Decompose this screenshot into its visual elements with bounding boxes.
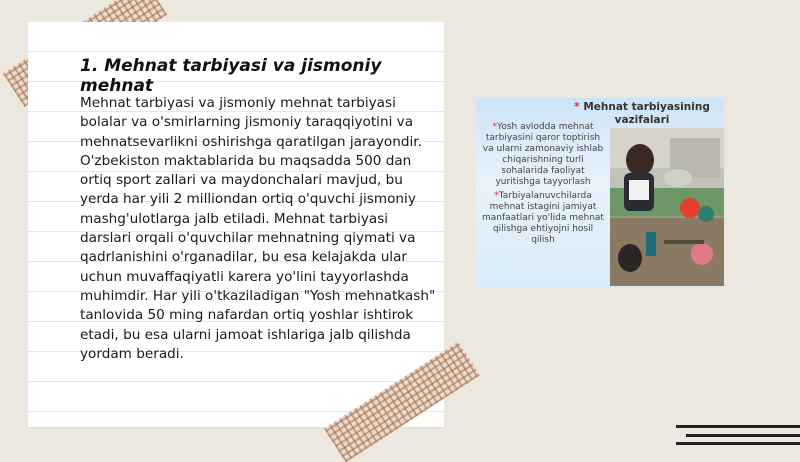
slide-points bbox=[480, 122, 606, 248]
slide-title-bullet: * bbox=[574, 101, 580, 113]
slide-image bbox=[476, 98, 724, 288]
section-heading: 1. Mehnat tarbiyasi va jismoniy mehnat bbox=[80, 56, 382, 96]
slide-point-text: Yosh avlodda mehnat tarbiyasini qaror toptirish va ularni zamonaviy ishlab chiqarishning turli sohalarida faoliyat yuritishga tayyorlash bbox=[482, 122, 604, 188]
photo-illustration bbox=[610, 128, 724, 286]
decorative-line bbox=[686, 434, 800, 437]
decorative-line bbox=[676, 425, 800, 428]
point-bullet: * bbox=[494, 190, 499, 201]
slide-point bbox=[480, 191, 606, 246]
children-working-photo bbox=[610, 128, 724, 286]
slide-point-text: Tarbiyalanuvchilarda mehnat istagini jamiyat manfaatlari yo'lida mehnat qilishga ehtiyojni hosil qilish bbox=[482, 190, 604, 245]
body-paragraph: Mehnat tarbiyasi va jismoniy mehnat tarbiyasi bolalar va o'smirlarning jismoniy taraqqiyotini va mehnatsevarlikni oshirishga qaratilgan jarayondir. O'zbekiston maktablarida bu maqsadda 500 dan ortiq sport zallari va maydonchalari mavjud, bu yerda har yili 2 milliondan ortiq o'quvchi jismoniy mashg'ulotlarga jalb etiladi. Mehnat tarbiyasi darslari orqali o'quvchilar mehnatning qiymati va qadrlanishini o'rganadilar, bu esa kelajakda ular uchun muvaffaqiyatli karera yo'lini tayyorlashda muhimdir. Har yili o'tkaziladigan "Yosh mehnatkash" tanlovida 50 ming nafardan ortiq yoshlar ishtirok etadi, bu esa ularni jamoat ishlariga jalb qilishda yordam beradi. bbox=[80, 95, 436, 362]
slide-title-text: Mehnat tarbiyasining vazifalari bbox=[583, 101, 710, 126]
slide-point bbox=[480, 122, 606, 189]
decorative-line bbox=[676, 442, 800, 445]
point-bullet: * bbox=[492, 122, 498, 132]
